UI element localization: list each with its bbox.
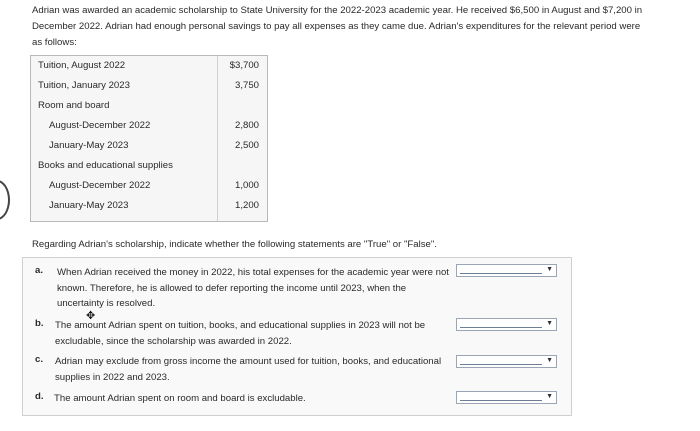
expense-amount: 2,800 (234, 120, 259, 131)
statement-text-b: The amount Adrian spent on tuition, books, and educational supplies in 2023 will not be excludable, since the scholarship was awarded in 2022. (55, 320, 426, 347)
select-value-line (460, 327, 542, 328)
expense-label: Books and educational supplies (38, 160, 173, 171)
chevron-down-icon: ▼ (546, 320, 553, 327)
expense-label: August-December 2022 (49, 180, 151, 191)
problem-intro: Adrian was awarded an academic scholarship to State University for the 2022-2023 academic year. He received $6,500 in August and $7,200 in December 2022. Adrian had enough personal savings to pay all expenses as they came due. Adrian's expenditures for the relevant period were as follows: (32, 5, 643, 48)
expense-amount: 1,000 (234, 180, 259, 191)
expense-label: Tuition, January 2023 (38, 80, 130, 91)
table-row (31, 116, 267, 136)
chevron-down-icon: ▼ (546, 266, 553, 273)
expense-label: Tuition, August 2022 (38, 60, 126, 71)
statement-text-a: When Adrian received the money in 2022, his total expenses for the academic year were not known. Therefore, he is allowed to defer reporting the income until 2023, when the uncertainty is resolved. (57, 267, 449, 309)
expense-label: Room and board (38, 100, 110, 111)
true-false-select-d[interactable] (456, 391, 557, 404)
select-value-line (460, 273, 542, 274)
expense-amount: $3,700 (229, 60, 259, 71)
table-row (31, 96, 267, 116)
statement-letter-d: d. (35, 391, 44, 402)
expenditure-table (30, 55, 268, 222)
left-edge-bracket (0, 180, 10, 220)
true-false-select-c[interactable] (456, 355, 557, 368)
chevron-down-icon: ▼ (546, 357, 553, 364)
table-row (31, 56, 267, 76)
mouse-pointer-icon: ✥ (86, 310, 96, 322)
statement-letter-c: c. (35, 354, 44, 365)
table-row (31, 76, 267, 96)
true-false-select-b[interactable] (456, 318, 557, 331)
chevron-down-icon: ▼ (546, 393, 553, 400)
expense-amount: 2,500 (234, 140, 259, 151)
table-row (31, 196, 267, 216)
statement-text-d: The amount Adrian spent on room and board is excludable. (54, 393, 306, 404)
expense-label: January-May 2023 (49, 200, 129, 211)
expense-amount: 3,750 (234, 80, 259, 91)
statement-letter-a: a. (35, 265, 44, 276)
true-false-select-a[interactable] (456, 264, 557, 277)
expense-label: August-December 2022 (49, 120, 151, 131)
expense-label: January-May 2023 (49, 140, 129, 151)
table-row (31, 156, 267, 176)
table-row (31, 176, 267, 196)
select-value-line (460, 400, 542, 401)
expense-amount: 1,200 (234, 200, 259, 211)
question-prompt: Regarding Adrian's scholarship, indicate whether the following statements are "True" or "False". (32, 239, 437, 250)
select-value-line (460, 364, 542, 365)
statement-text-c: Adrian may exclude from gross income the amount used for tuition, books, and educational supplies in 2022 and 2023. (55, 356, 442, 383)
table-row (31, 136, 267, 156)
statement-letter-b: b. (35, 318, 44, 329)
